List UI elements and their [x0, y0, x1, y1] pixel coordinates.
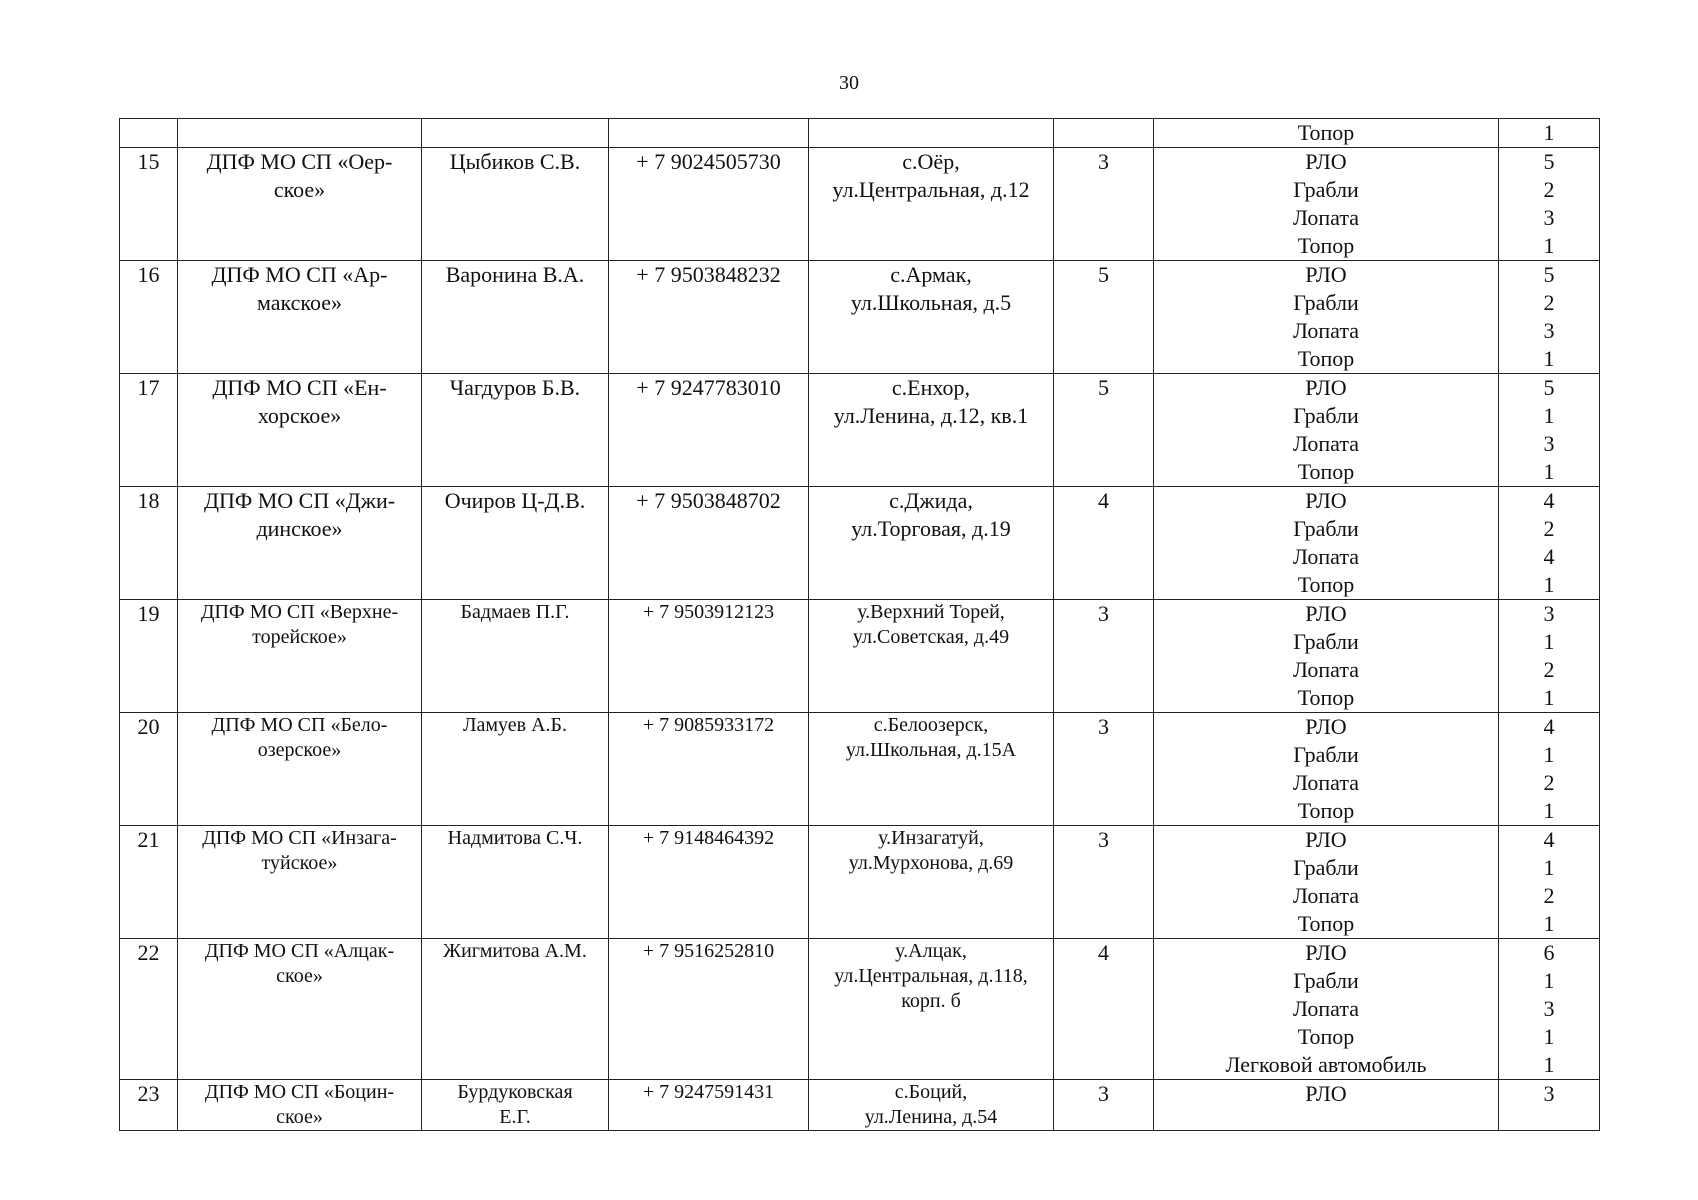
equipment-item: Лопата — [1293, 883, 1359, 908]
cell-address — [809, 713, 1054, 826]
quantity-item: 1 — [1543, 1024, 1555, 1049]
quantity-item: 1 — [1543, 572, 1555, 597]
cell-address — [809, 600, 1054, 713]
quantity-item: 1 — [1543, 403, 1555, 428]
quantity-item: 1 — [1543, 1052, 1555, 1077]
cell-phone-value: + 7 9516252810 — [642, 940, 775, 962]
quantity-item: 1 — [1543, 629, 1555, 654]
cell-org — [178, 713, 422, 826]
cell-equipment — [1154, 939, 1499, 1080]
quantity-item: 5 — [1543, 262, 1555, 287]
cell-head-line: Надмитова С.Ч. — [447, 827, 583, 849]
page-number: 30 — [839, 72, 859, 94]
cell-num-value: 18 — [137, 488, 160, 513]
equipment-item: РЛО — [1305, 488, 1347, 513]
cell-count-value: 5 — [1098, 375, 1109, 400]
cell-org — [178, 487, 422, 600]
table-row-continuation — [120, 119, 1600, 148]
quantity-item: 3 — [1543, 318, 1555, 343]
cell-head — [422, 148, 609, 261]
cell-head-line: Варонина В.А. — [445, 262, 585, 287]
quantity-item: 4 — [1543, 827, 1555, 852]
cell-count-value: 4 — [1098, 488, 1109, 513]
cell-address-line: с.Джида, — [889, 488, 973, 513]
cell-phone-value: + 7 9503848702 — [636, 488, 781, 513]
cell-phone — [609, 487, 809, 600]
cell-address-line: с.Оёр, — [902, 149, 960, 174]
cell-num-value: 20 — [137, 714, 160, 739]
quantity-item: 3 — [1543, 601, 1555, 626]
equipment-item: Лопата — [1293, 431, 1359, 456]
cell-org-line: ДПФ МО СП «Ен- — [212, 375, 387, 400]
quantity-item: 1 — [1543, 233, 1555, 258]
cell-address-line: с.Армак, — [890, 262, 972, 287]
cell-count — [1054, 261, 1154, 374]
cell-address-line: с.Белоозерск, — [873, 714, 989, 736]
table-row — [120, 487, 1600, 600]
cell-address-line: ул.Торговая, д.19 — [851, 516, 1011, 541]
cell-address-line: с.Енхор, — [891, 375, 971, 400]
cell-org-line: ское» — [276, 965, 323, 987]
equipment-item: РЛО — [1305, 601, 1347, 626]
equipment-item: Лопата — [1293, 657, 1359, 682]
cell-address-line: ул.Центральная, д.118, — [834, 965, 1028, 987]
quantity-item: 2 — [1543, 516, 1555, 541]
cell-count-value: 3 — [1098, 714, 1109, 739]
cell-head-line: Жигмитова А.М. — [443, 940, 587, 962]
cell-equipment — [1154, 713, 1499, 826]
cell-head-line: Цыбиков С.В. — [449, 149, 581, 174]
cell-phone-value: + 7 9503848232 — [636, 262, 781, 287]
cell-equipment — [1154, 261, 1499, 374]
cell-address-line: с.Боций, — [894, 1081, 968, 1103]
cell-num-value: 22 — [137, 940, 160, 965]
cell-count — [1054, 487, 1154, 600]
cell-head-line: Бурдуковская — [457, 1081, 573, 1103]
equipment-item: Грабли — [1293, 290, 1359, 315]
cell-equipment — [1154, 600, 1499, 713]
table-row — [120, 939, 1600, 1080]
cell-org-line: ДПФ МО СП «Инзага- — [202, 827, 397, 849]
cell-phone — [609, 826, 809, 939]
cell-num — [120, 713, 178, 826]
cell-address — [809, 939, 1054, 1080]
cell-num-value: 19 — [137, 601, 160, 626]
equipment-item: РЛО — [1305, 714, 1347, 739]
cell-phone — [609, 1080, 809, 1131]
equipment-item: Грабли — [1293, 968, 1359, 993]
cell-address-line: у.Инзагатуй, — [878, 827, 984, 849]
cell-address — [809, 1080, 1054, 1131]
cell-head — [422, 487, 609, 600]
equipment-item: Грабли — [1293, 516, 1359, 541]
cell-address-line: ул.Ленина, д.54 — [864, 1106, 998, 1128]
cell-org-line: хорское» — [257, 403, 342, 428]
cell-head — [422, 826, 609, 939]
cell-phone — [609, 600, 809, 713]
cell-count-value: 3 — [1098, 827, 1109, 852]
cell-phone — [609, 119, 809, 148]
cell-org — [178, 1080, 422, 1131]
cell-org-line: озерское» — [257, 739, 342, 761]
cell-address — [809, 487, 1054, 600]
cell-num-value: 15 — [137, 149, 160, 174]
equipment-item: Грабли — [1293, 403, 1359, 428]
cell-equipment — [1154, 148, 1499, 261]
quantity-item: 3 — [1543, 431, 1555, 456]
table-row — [120, 826, 1600, 939]
cell-num — [120, 148, 178, 261]
cell-head-line: Ламуев А.Б. — [462, 714, 568, 736]
cell-address — [809, 261, 1054, 374]
cell-count-value: 3 — [1098, 1081, 1109, 1106]
equipment-item: Лопата — [1293, 205, 1359, 230]
cell-count-value: 5 — [1098, 262, 1109, 287]
cell-phone — [609, 939, 809, 1080]
cell-org — [178, 600, 422, 713]
fire-brigade-table — [119, 118, 1600, 1131]
equipment-item: Топор — [1297, 120, 1355, 145]
cell-phone-value: + 7 9085933172 — [642, 714, 775, 736]
cell-address-line: ул.Мурхонова, д.69 — [848, 852, 1014, 874]
cell-count-value: 3 — [1098, 149, 1109, 174]
cell-phone — [609, 261, 809, 374]
quantity-item: 1 — [1543, 459, 1555, 484]
equipment-item: РЛО — [1305, 1081, 1347, 1106]
cell-org — [178, 119, 422, 148]
cell-address-line: ул.Школьная, д.15А — [845, 739, 1017, 761]
cell-address — [809, 374, 1054, 487]
cell-address — [809, 826, 1054, 939]
cell-quantity — [1499, 487, 1600, 600]
cell-phone-value: + 7 9148464392 — [642, 827, 775, 849]
equipment-item: Топор — [1297, 572, 1355, 597]
cell-equipment — [1154, 826, 1499, 939]
equipment-item: Грабли — [1293, 177, 1359, 202]
equipment-item: РЛО — [1305, 375, 1347, 400]
cell-head-line: Очиров Ц-Д.В. — [444, 488, 586, 513]
cell-org-line: ДПФ МО СП «Ар- — [211, 262, 388, 287]
cell-org-line: ДПФ МО СП «Алцак- — [204, 940, 395, 962]
equipment-item: Легковой автомобиль — [1225, 1052, 1427, 1077]
cell-phone-value: + 7 9024505730 — [636, 149, 781, 174]
cell-num — [120, 374, 178, 487]
cell-count — [1054, 1080, 1154, 1131]
quantity-item: 2 — [1543, 290, 1555, 315]
quantity-item: 1 — [1543, 855, 1555, 880]
equipment-item: Топор — [1297, 233, 1355, 258]
cell-equipment — [1154, 1080, 1499, 1131]
quantity-item: 2 — [1543, 177, 1555, 202]
table-row — [120, 148, 1600, 261]
cell-address — [809, 148, 1054, 261]
cell-quantity — [1499, 374, 1600, 487]
cell-quantity — [1499, 148, 1600, 261]
quantity-item: 4 — [1543, 714, 1555, 739]
equipment-item: Лопата — [1293, 770, 1359, 795]
cell-address-line: у.Алцак, — [895, 940, 967, 962]
cell-count — [1054, 148, 1154, 261]
equipment-item: Топор — [1297, 459, 1355, 484]
cell-org — [178, 826, 422, 939]
equipment-item: Лопата — [1293, 996, 1359, 1021]
cell-org-line: ДПФ МО СП «Боцин- — [204, 1081, 395, 1103]
equipment-item: Топор — [1297, 685, 1355, 710]
cell-num-value: 16 — [137, 262, 160, 287]
equipment-item: Грабли — [1293, 629, 1359, 654]
cell-head — [422, 939, 609, 1080]
cell-num — [120, 600, 178, 713]
cell-org-line: ДПФ МО СП «Оер- — [206, 149, 393, 174]
quantity-item: 4 — [1543, 488, 1555, 513]
cell-head — [422, 713, 609, 826]
equipment-item: Лопата — [1293, 544, 1359, 569]
cell-equipment — [1154, 374, 1499, 487]
quantity-item: 1 — [1543, 798, 1555, 823]
cell-head — [422, 374, 609, 487]
quantity-item: 1 — [1543, 685, 1555, 710]
cell-num — [120, 939, 178, 1080]
quantity-item: 4 — [1543, 544, 1555, 569]
cell-num — [120, 826, 178, 939]
quantity-item: 1 — [1543, 742, 1555, 767]
cell-phone — [609, 148, 809, 261]
cell-address — [809, 119, 1054, 148]
cell-phone-value: + 7 9503912123 — [642, 601, 775, 623]
cell-count — [1054, 713, 1154, 826]
quantity-item: 1 — [1543, 120, 1555, 145]
cell-count — [1054, 374, 1154, 487]
cell-org-line: торейское» — [252, 626, 347, 648]
cell-count — [1054, 939, 1154, 1080]
cell-org — [178, 148, 422, 261]
cell-head — [422, 1080, 609, 1131]
quantity-item: 1 — [1543, 346, 1555, 371]
quantity-item: 6 — [1543, 940, 1555, 965]
table-row — [120, 374, 1600, 487]
cell-quantity — [1499, 1080, 1600, 1131]
cell-num-value: 17 — [137, 375, 160, 400]
equipment-item: Топор — [1297, 346, 1355, 371]
equipment-item: Грабли — [1293, 742, 1359, 767]
cell-num — [120, 1080, 178, 1131]
cell-count — [1054, 826, 1154, 939]
cell-num-value: 23 — [137, 1081, 160, 1106]
cell-head-line: Е.Г. — [499, 1106, 531, 1128]
equipment-item: Топор — [1297, 798, 1355, 823]
cell-org-line: динское» — [256, 516, 343, 541]
cell-head — [422, 119, 609, 148]
cell-org — [178, 374, 422, 487]
cell-org-line: ДПФ МО СП «Джи- — [203, 488, 396, 513]
cell-quantity — [1499, 261, 1600, 374]
quantity-item: 3 — [1543, 1081, 1555, 1106]
cell-org-line: ское» — [273, 177, 326, 202]
cell-address-line: ул.Школьная, д.5 — [850, 290, 1012, 315]
cell-quantity — [1499, 826, 1600, 939]
cell-quantity — [1499, 713, 1600, 826]
quantity-item: 2 — [1543, 883, 1555, 908]
cell-org-line: ДПФ МО СП «Бело- — [211, 714, 388, 736]
cell-address-line: ул.Советская, д.49 — [852, 626, 1010, 648]
quantity-item: 1 — [1543, 911, 1555, 936]
equipment-item: Топор — [1297, 1024, 1355, 1049]
cell-equipment — [1154, 119, 1499, 148]
cell-equipment — [1154, 487, 1499, 600]
quantity-item: 2 — [1543, 770, 1555, 795]
cell-phone-value: + 7 9247783010 — [636, 375, 781, 400]
cell-org-line: ское» — [276, 1106, 323, 1128]
cell-phone-value: + 7 9247591431 — [642, 1081, 775, 1103]
cell-org-line: туйское» — [261, 852, 338, 874]
table-body — [120, 119, 1600, 1131]
cell-num — [120, 487, 178, 600]
cell-org-line: макское» — [256, 290, 343, 315]
cell-quantity — [1499, 119, 1600, 148]
cell-head-line: Бадмаев П.Г. — [460, 601, 570, 623]
equipment-item: РЛО — [1305, 149, 1347, 174]
table-row — [120, 713, 1600, 826]
cell-count — [1054, 600, 1154, 713]
cell-address-line: ул.Центральная, д.12 — [832, 177, 1030, 202]
cell-head — [422, 600, 609, 713]
quantity-item: 5 — [1543, 149, 1555, 174]
cell-address-line: у.Верхний Торей, — [857, 601, 1005, 623]
cell-count-value: 4 — [1098, 940, 1109, 965]
quantity-item: 5 — [1543, 375, 1555, 400]
equipment-item: РЛО — [1305, 940, 1347, 965]
table-row — [120, 1080, 1600, 1131]
cell-org-line: ДПФ МО СП «Верхне- — [200, 601, 399, 623]
cell-org — [178, 261, 422, 374]
cell-address-line: корп. б — [901, 990, 961, 1012]
quantity-item: 3 — [1543, 996, 1555, 1021]
table-row — [120, 600, 1600, 713]
table-row — [120, 261, 1600, 374]
cell-count-value: 3 — [1098, 601, 1109, 626]
equipment-item: Лопата — [1293, 318, 1359, 343]
quantity-item: 1 — [1543, 968, 1555, 993]
cell-address-line: ул.Ленина, д.12, кв.1 — [833, 403, 1029, 428]
quantity-item: 3 — [1543, 205, 1555, 230]
cell-num — [120, 261, 178, 374]
equipment-item: Грабли — [1293, 855, 1359, 880]
equipment-item: РЛО — [1305, 827, 1347, 852]
equipment-item: РЛО — [1305, 262, 1347, 287]
cell-quantity — [1499, 939, 1600, 1080]
cell-head-line: Чагдуров Б.В. — [449, 375, 581, 400]
cell-phone — [609, 374, 809, 487]
quantity-item: 2 — [1543, 657, 1555, 682]
cell-quantity — [1499, 600, 1600, 713]
cell-org — [178, 939, 422, 1080]
cell-num — [120, 119, 178, 148]
equipment-item: Топор — [1297, 911, 1355, 936]
cell-head — [422, 261, 609, 374]
cell-count — [1054, 119, 1154, 148]
cell-phone — [609, 713, 809, 826]
cell-num-value: 21 — [137, 827, 160, 852]
